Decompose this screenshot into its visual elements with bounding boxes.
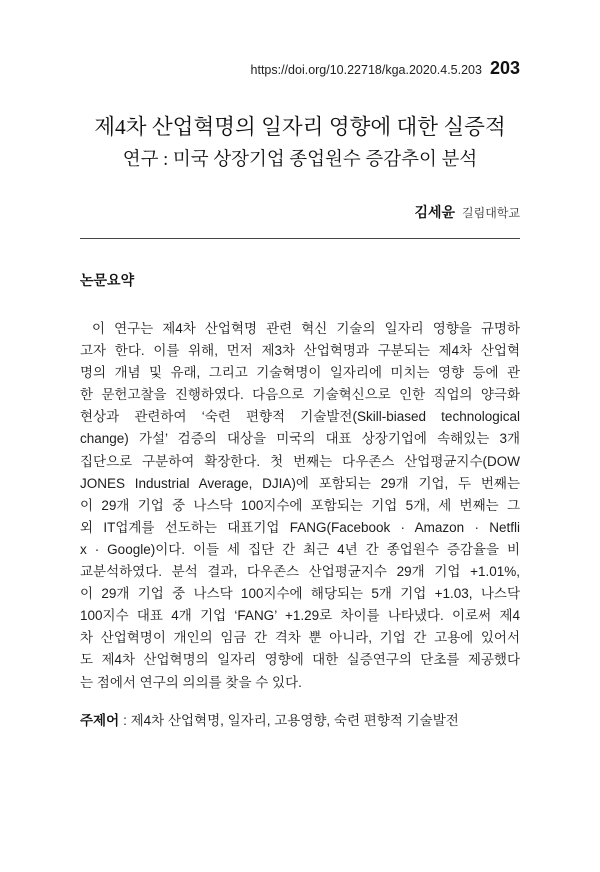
- abstract-line: 교분석하였다. 분석 결과, 다우존스 산업평균지수 29개 기업 +1.01%,: [80, 564, 520, 580]
- abstract-line: JONES Industrial Average, DJIA)에 포함되는 29개 기업, 두 번째는: [80, 475, 520, 491]
- author-block: [414, 202, 520, 223]
- abstract-body: [80, 318, 520, 694]
- paper-title-line-1: 제4차 산업혁명의 일자리 영향에 대한 실증적: [94, 115, 506, 139]
- abstract-line: x · Google)이다. 이들 세 집단 간 최근 4년 간 종업원수 증감율을 비: [80, 541, 520, 557]
- abstract-line: 한 문헌고찰을 진행하였다. 다음으로 기술혁신으로 인한 직업의 양극화: [80, 387, 520, 403]
- abstract-line: 현상과 관련하여 ‘숙련 편향적 기술발전(Skill-biased technological: [80, 409, 520, 425]
- page-header: [251, 56, 520, 82]
- abstract-line: 고자 한다. 이를 위해, 먼저 제3차 산업혁명과 구분되는 제4차 산업혁: [80, 343, 520, 359]
- abstract-line: 이 29개 기업 중 나스닥 100지수에 해당되는 5개 기업 +1.03, 나스닥: [80, 586, 520, 602]
- doi-text: https://doi.org/10.22718/kga.2020.4.5.203: [250, 63, 482, 77]
- abstract-heading: 논문요약: [80, 272, 135, 288]
- keywords-text: : 제4차 산업혁명, 일자리, 고용영향, 숙련 편향적 기술발전: [123, 713, 459, 728]
- abstract-line: 명의 개념 및 유래, 그리고 기술혁명이 일자리에 미치는 영향 등에 관: [80, 365, 520, 381]
- abstract-line: 이 29개 기업 중 나스닥 100지수에 포함되는 기업 5개, 세 번째는 그: [80, 497, 520, 513]
- abstract-line: 차 산업혁명이 개인의 임금 간 격차 뿐 아니라, 기업 간 고용에 있어서: [80, 630, 520, 646]
- abstract-line: 100지수 대표 4개 기업 ‘FANG’ +1.29로 차이를 나타냈다. 이로써 제4: [80, 608, 520, 624]
- abstract-line: 집단으로 구분하여 확장한다. 첫 번째는 다우존스 산업평균지수(DOW: [80, 453, 520, 469]
- abstract-line: 외 IT업계를 선도하는 대표기업 FANG(Facebook · Amazon · Netfli: [80, 519, 520, 535]
- keywords-label: 주제어: [80, 713, 120, 728]
- header-divider: [80, 238, 520, 239]
- paper-title-line-2: 연구 : 미국 상장기업 종업원수 증감추이 분석: [122, 150, 478, 170]
- abstract-line: 는 점에서 연구의 의의를 찾을 수 있다.: [80, 674, 302, 690]
- page-number: 203: [489, 58, 520, 78]
- author-affiliation: 길림대학교: [462, 206, 520, 220]
- keywords-line: [80, 710, 459, 732]
- author-name: 김세윤: [414, 204, 456, 220]
- abstract-line: 이 연구는 제4차 산업혁명 관련 혁신 기술의 일자리 영향을 규명하: [92, 321, 520, 336]
- abstract-line: change) 가설’ 검증의 대상을 미국의 대표 상장기업에 속해있는 3개: [80, 431, 520, 447]
- abstract-line: 도 제4차 산업혁명의 일자리 영향에 대한 실증연구의 단초를 제공했다: [80, 652, 520, 668]
